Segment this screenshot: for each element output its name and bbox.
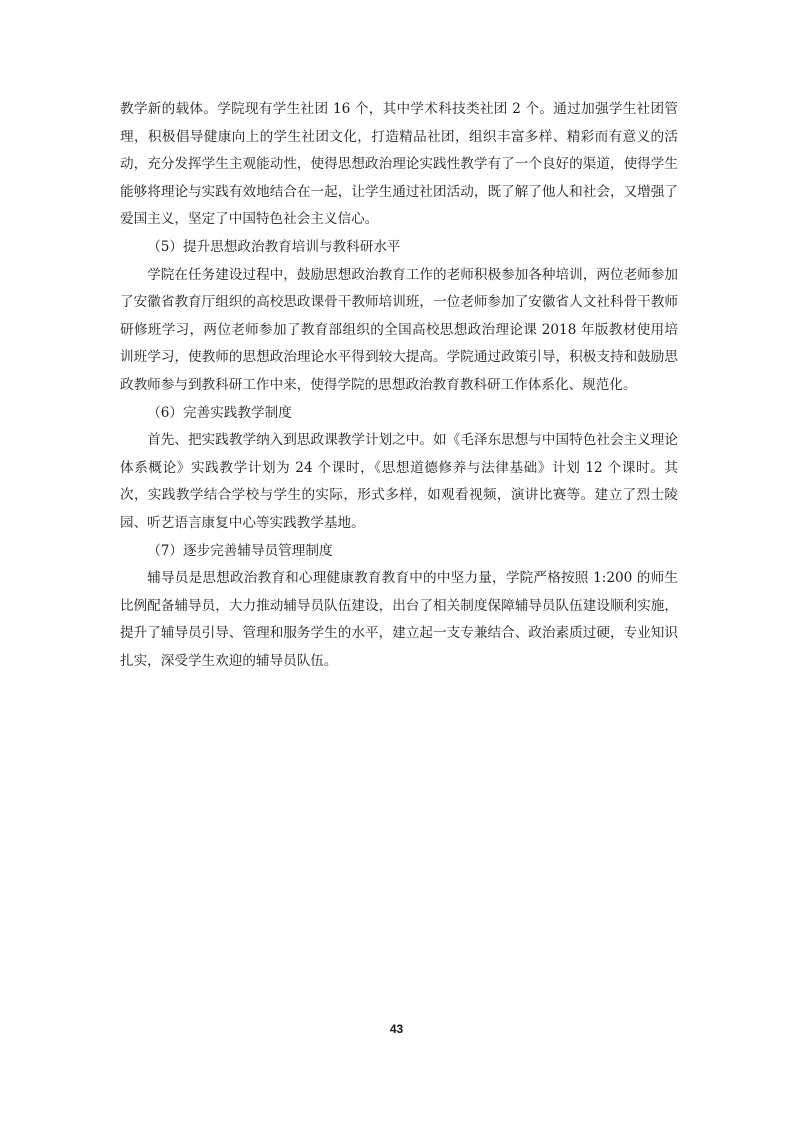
section-heading-training: （5）提升思想政治教育培训与教科研水平 (147, 238, 401, 255)
paragraph-student-clubs: 教学新的载体。学院现有学生社团 16 个，其中学术科技类社团 2 个。通过加强学生社团管理，积极倡导健康向上的学生社团文化，打造精品社团，组织丰富多样、精彩而有意义的活动，充分发挥学生主观能动性，使得思想政治理论实践性教学有了一个良好的渠道，使得学生能够将理论与实践有效地结合在一起，让学生通过社团活动，既了解了他人和社会，又增强了爱国主义，坚定了中国特色社会主义信心。 (120, 101, 678, 228)
paragraph-practice-teaching: 首先、把实践教学纳入到思政课教学计划之中。如《毛泽东思想与中国特色社会主义理论体系概论》实践教学计划为 24 个课时，《思想道德修养与法律基础》计划 12 个课时。其次，实践教学结合学校与学生的实际，形式多样，如观看视频，演讲比赛等。建立了烈士陵园、听艺语言康复中心等实践教学基地。 (120, 432, 678, 531)
section-heading-practice-teaching: （6）完善实践教学制度 (147, 404, 292, 421)
paragraph-training: 学院在任务建设过程中，鼓励思想政治教育工作的老师积极参加各种培训，两位老师参加了安徽省教育厅组织的高校思政课骨干教师培训班，一位老师参加了安徽省人文社科骨干教师研修班学习，两位老师参加了教育部组织的全国高校思想政治理论课 2018 年版教材使用培训班学习，使教师的思想政治理论水平得到较大提高。学院通过政策引导，积极支持和鼓励思政教师参与到教科研工作中来，使得学院的思想政治教育教科研工作体系化、规范化。 (120, 266, 678, 393)
document-body (120, 96, 678, 675)
paragraph-counselor-management: 辅导员是思想政治教育和心理健康教育教育中的中坚力量，学院严格按照 1:200 的师生比例配备辅导员，大力推动辅导员队伍建设，出台了相关制度保障辅导员队伍建设顺利实施，提升了辅导员引导、管理和服务学生的水平，建立起一支专兼结合、政治素质过硬，专业知识扎实，深受学生欢迎的辅导员队伍。 (120, 570, 678, 669)
section-heading-counselor-management: （7）逐步完善辅导员管理制度 (147, 542, 333, 559)
page-number: 43 (389, 1022, 404, 1036)
